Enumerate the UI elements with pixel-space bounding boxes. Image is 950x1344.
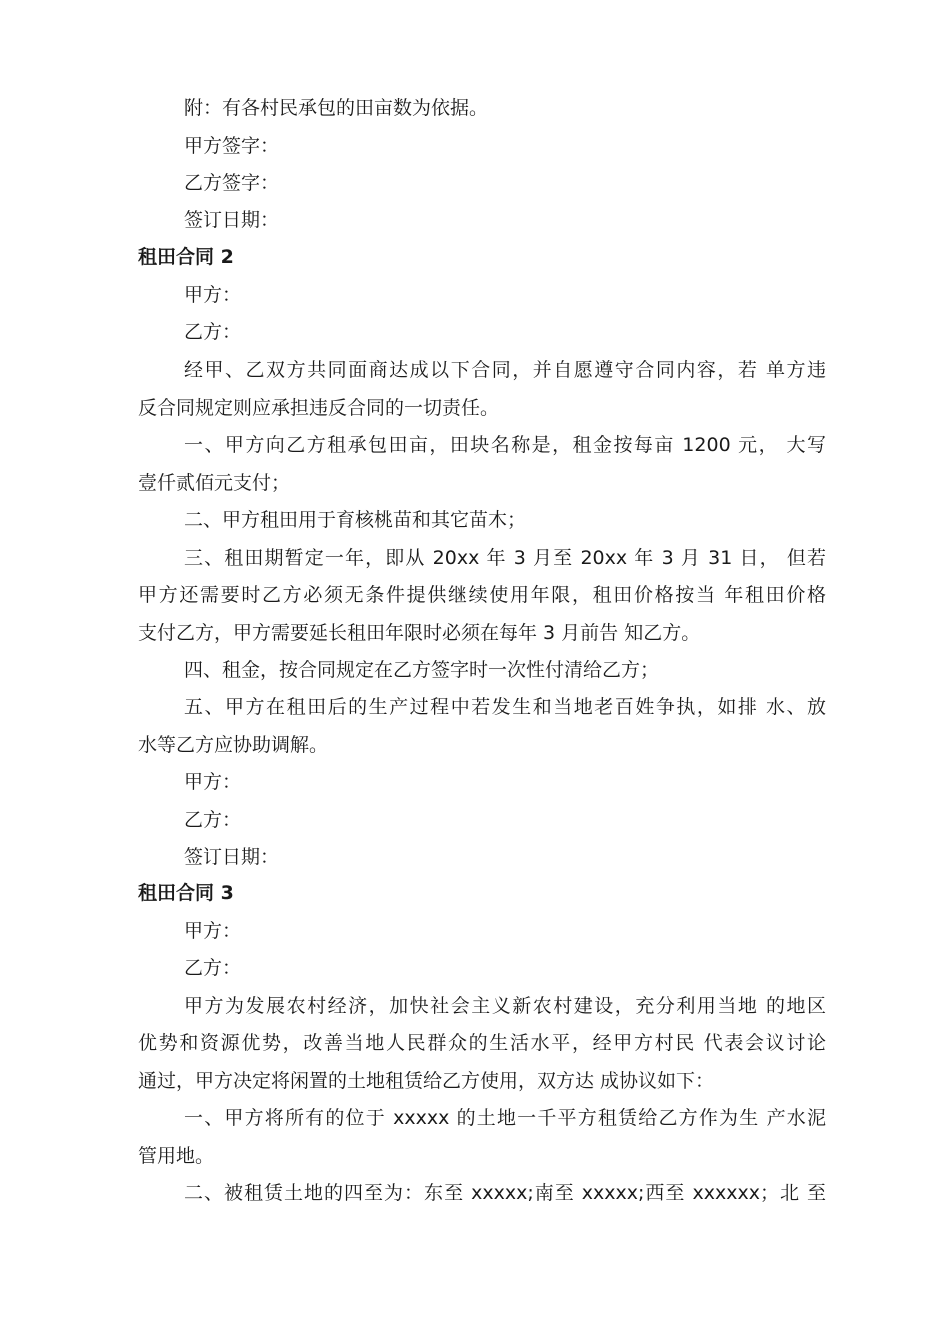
party-b-signature-line: 乙方： <box>184 809 242 831</box>
signing-date-line: 签订日期： <box>184 209 280 231</box>
party-b-signature-line: 乙方签字： <box>184 172 280 194</box>
party-a-signature-line: 甲方签字： <box>184 135 280 157</box>
clause-2-line: 二、甲方租田用于育核桃苗和其它苗木； <box>184 509 527 531</box>
clause-5-line: 水等乙方应协助调解。 <box>138 734 329 756</box>
party-a-signature-line: 甲方： <box>184 771 242 793</box>
section-heading-contract-3: 租田合同 3 <box>138 882 234 904</box>
clause-3-line: 三、租田期暂定一年，即从 20xx 年 3 月至 20xx 年 3 月 31 日， 但若 <box>184 547 826 569</box>
party-b-line: 乙方： <box>184 957 242 979</box>
clause-5-line: 五、甲方在租田后的生产过程中若发生和当地老百姓争执，如排 水、放 <box>184 696 826 718</box>
intro-paragraph-line: 经甲、乙双方共同面商达成以下合同，并自愿遵守合同内容，若 单方违 <box>184 359 826 381</box>
clause-1-line: 管用地。 <box>138 1145 215 1167</box>
party-a-line: 甲方： <box>184 920 242 942</box>
signing-date-line: 签订日期： <box>184 846 280 868</box>
intro-paragraph-line: 甲方为发展农村经济，加快社会主义新农村建设，充分利用当地 的地区 <box>184 995 826 1017</box>
party-a-line: 甲方： <box>184 284 242 306</box>
clause-1-line: 壹仟贰佰元支付； <box>138 472 291 494</box>
intro-paragraph-line: 通过，甲方决定将闲置的土地租赁给乙方使用，双方达 成协议如下： <box>138 1070 715 1092</box>
clause-1-line: 一、甲方向乙方租承包田亩，田块名称是，租金按每亩 1200 元， 大写 <box>184 434 826 456</box>
section-heading-contract-2: 租田合同 2 <box>138 246 234 268</box>
attachment-note: 附：有各村民承包的田亩数为依据。 <box>184 97 489 119</box>
clause-4-line: 四、租金，按合同规定在乙方签字时一次性付清给乙方； <box>184 659 660 681</box>
clause-2-line: 二、被租赁土地的四至为：东至 xxxxx;南至 xxxxx;西至 xxxxxx；北 至 <box>184 1182 826 1204</box>
intro-paragraph-line: 反合同规定则应承担违反合同的一切责任。 <box>138 397 500 419</box>
party-b-line: 乙方： <box>184 321 242 343</box>
clause-3-line: 支付乙方，甲方需要延长租田年限时必须在每年 3 月前告 知乙方。 <box>138 622 701 644</box>
clause-1-line: 一、甲方将所有的位于 xxxxx 的土地一千平方租赁给乙方作为生 产水泥 <box>184 1107 826 1129</box>
clause-3-line: 甲方还需要时乙方必须无条件提供继续使用年限，租田价格按当 年租田价格 <box>138 584 826 606</box>
intro-paragraph-line: 优势和资源优势，改善当地人民群众的生活水平，经甲方村民 代表会议讨论 <box>138 1032 826 1054</box>
